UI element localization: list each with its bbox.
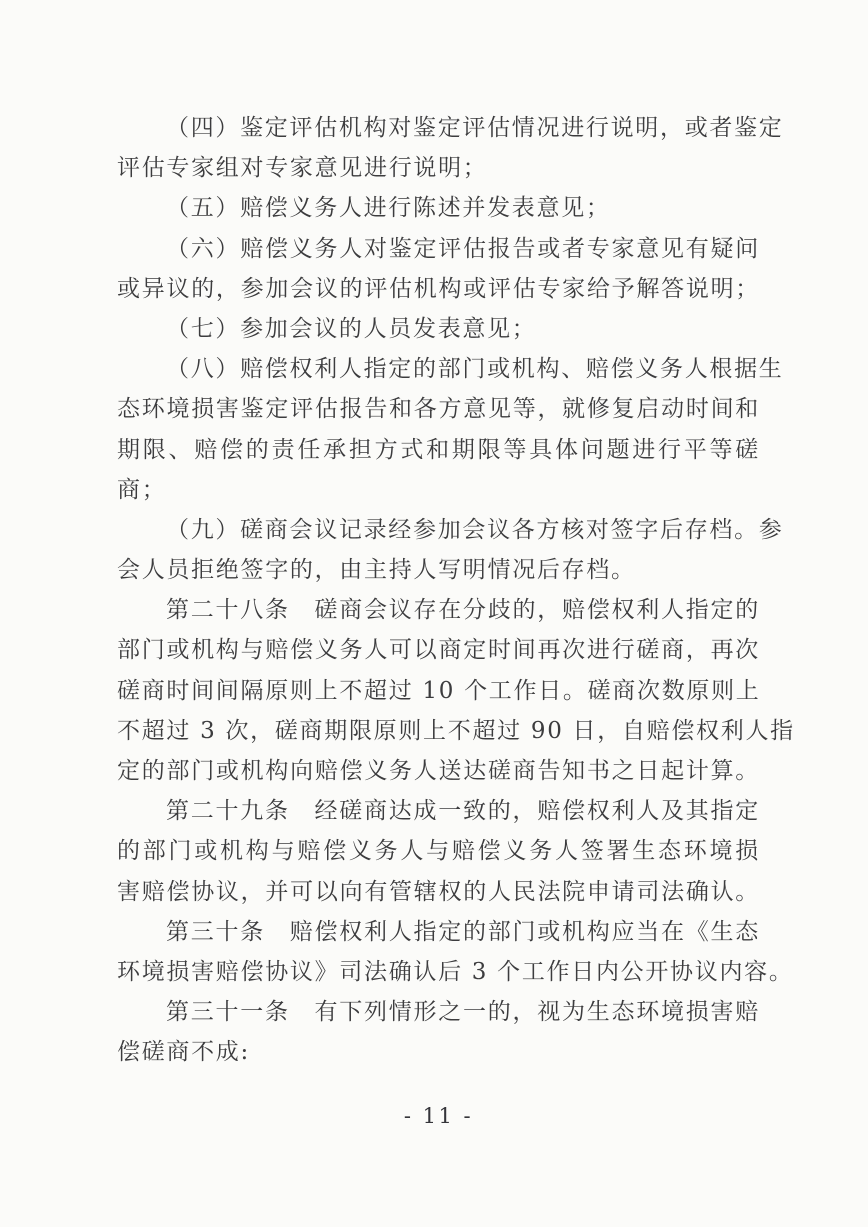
text-line: 态环境损害鉴定评估报告和各方意见等，就修复启动时间和	[117, 396, 760, 423]
text-line: 第三十条 赔偿权利人指定的部门或机构应当在《生态	[166, 918, 760, 945]
text-line: （五）赔偿义务人进行陈述并发表意见；	[166, 195, 611, 222]
text-line: 磋商时间间隔原则上不超过 10 个工作日。磋商次数原则上	[117, 677, 761, 704]
text-line: 或异议的，参加会议的评估机构或评估专家给予解答说明；	[117, 275, 760, 302]
text-line: 第二十九条 经磋商达成一致的，赔偿权利人及其指定	[166, 798, 760, 825]
text-line: 害赔偿协议，并可以向有管辖权的人民法院申请司法确认。	[117, 878, 760, 905]
text-line: （四）鉴定评估机构对鉴定评估情况进行说明，或者鉴定	[166, 115, 784, 141]
text-line: 的部门或机构与赔偿义务人与赔偿义务人签署生态环境损	[117, 838, 760, 865]
text-line: 环境损害赔偿协议》司法确认后 3 个工作日内公开协议内容。	[117, 958, 794, 985]
text-line: （六）赔偿义务人对鉴定评估报告或者专家意见有疑问	[166, 235, 760, 262]
text-line: 期限、赔偿的责任承担方式和期限等具体问题进行平等磋	[117, 436, 760, 463]
document-text	[117, 108, 795, 1073]
text-line: 第三十一条 有下列情形之一的，视为生态环境损害赔	[166, 999, 760, 1026]
page-number: - 11 -	[403, 1104, 474, 1128]
text-line: 会人员拒绝签字的，由主持人写明情况后存档。	[117, 557, 636, 584]
text-line: 部门或机构与赔偿义务人可以商定时间再次进行磋商，再次	[117, 637, 760, 664]
text-line: 评估专家组对专家意见进行说明；	[117, 155, 488, 182]
text-line: （九）磋商会议记录经参加会议各方核对签字后存档。参	[166, 516, 784, 543]
text-line: 不超过 3 次，磋商期限原则上不超过 90 日，自赔偿权利人指	[117, 717, 795, 744]
text-line: （七）参加会议的人员发表意见；	[166, 315, 537, 342]
text-line: 商；	[117, 476, 167, 503]
text-line: 第二十八条 磋商会议存在分歧的，赔偿权利人指定的	[166, 597, 760, 624]
text-line: 偿磋商不成:	[117, 1039, 250, 1066]
text-line: 定的部门或机构向赔偿义务人送达磋商告知书之日起计算。	[117, 758, 760, 784]
text-line: （八）赔偿权利人指定的部门或机构、赔偿义务人根据生	[166, 356, 784, 383]
